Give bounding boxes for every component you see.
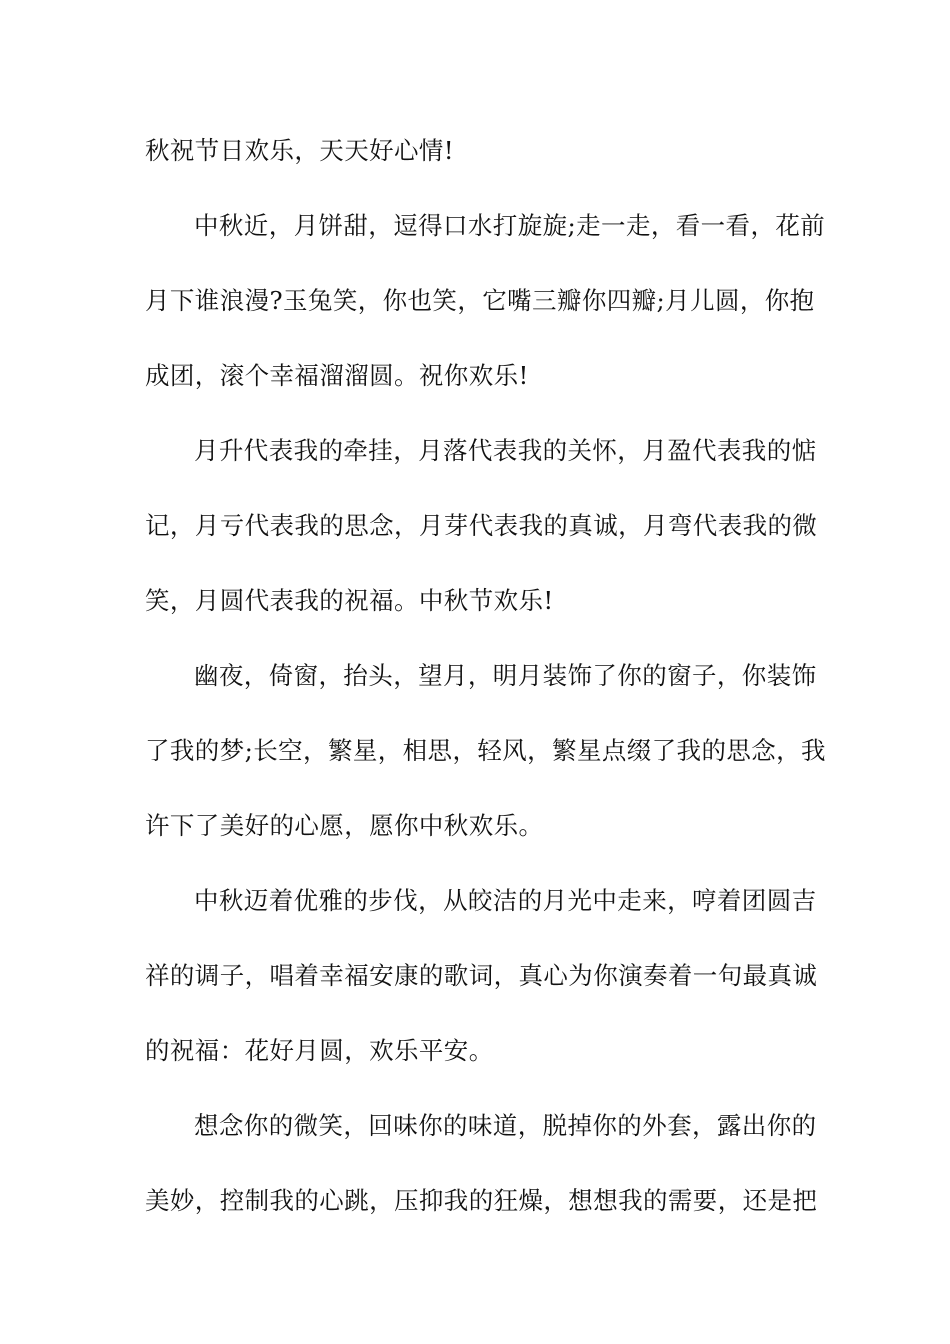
paragraph-first-line: 中秋近，月饼甜，逗得口水打旋旋;走一走，看一看，花前 bbox=[194, 211, 826, 240]
text-line: 祥的调子，唱着幸福安康的歌词，真心为你演奏着一句最真诚 bbox=[145, 961, 818, 990]
text-line: 秋祝节日欢乐，天天好心情! bbox=[145, 136, 455, 165]
paragraph-first-line: 幽夜，倚窗，抬头，望月，明月装饰了你的窗子，你装饰 bbox=[194, 661, 817, 690]
text-line: 的祝福：花好月圆，欢乐平安。 bbox=[145, 1036, 494, 1065]
text-line: 美妙，控制我的心跳，压抑我的狂燥，想想我的需要，还是把 bbox=[145, 1186, 818, 1215]
paragraph-first-line: 中秋迈着优雅的步伐，从皎洁的月光中走来，哼着团圆吉 bbox=[194, 886, 817, 915]
paragraph-first-line: 月升代表我的牵挂，月落代表我的关怀，月盈代表我的惦 bbox=[194, 436, 817, 465]
text-line: 月下谁浪漫?玉兔笑，你也笑，它嘴三瓣你四瓣;月儿圆，你抱 bbox=[145, 286, 815, 315]
text-line: 成团，滚个幸福溜溜圆。祝你欢乐! bbox=[145, 361, 529, 390]
paragraph-first-line: 想念你的微笑，回味你的味道，脱掉你的外套，露出你的 bbox=[194, 1111, 817, 1140]
text-line: 笑，月圆代表我的祝福。中秋节欢乐! bbox=[145, 586, 554, 615]
text-line: 了我的梦;长空，繁星，相思，轻风，繁星点缀了我的思念，我 bbox=[145, 736, 826, 765]
text-line: 许下了美好的心愿，愿你中秋欢乐。 bbox=[145, 811, 544, 840]
text-line: 记，月亏代表我的思念，月芽代表我的真诚，月弯代表我的微 bbox=[145, 511, 818, 540]
